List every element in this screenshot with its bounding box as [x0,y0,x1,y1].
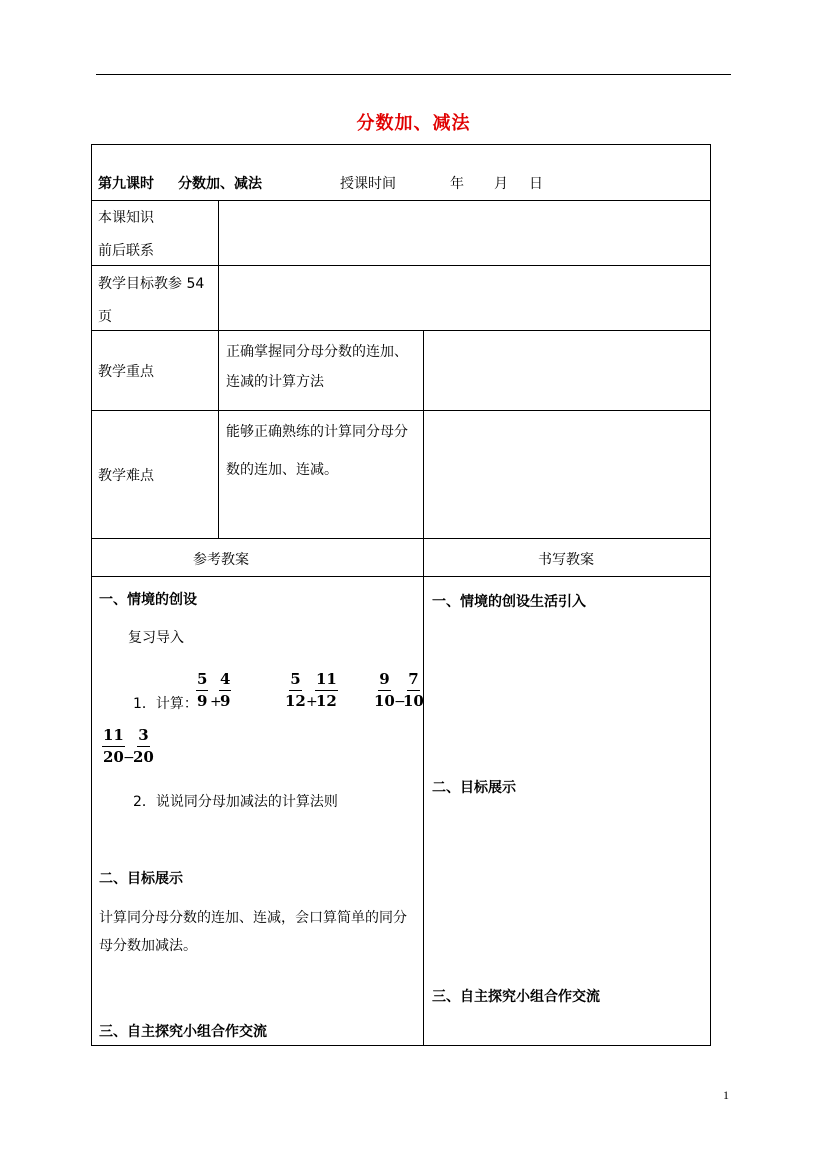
row-divider [92,330,710,331]
fraction: $\frac{11}{12}$ [316,670,337,710]
document-title: 分数加、减法 [356,113,471,134]
fraction: $\frac{9}{10}$ [374,670,395,710]
fraction: $\frac{7}{10}$ [403,670,424,710]
lesson-topic: 分数加、减法 [178,176,262,192]
focus-text: 正确掌握同分母分数的连加、 [226,344,408,360]
section-heading: 一、情境的创设生活引入 [432,594,586,610]
section-heading: 二、目标展示 [432,780,516,796]
knowledge-label-2: 前后联系 [98,243,154,259]
page-number: 1 [723,1088,729,1102]
goal-label: 教学目标教参 54 [98,276,205,292]
plus-sign: + [210,694,222,710]
goal-text-2: 母分数加减法。 [99,938,197,954]
minus-sign: − [394,694,406,710]
row-divider [92,265,710,266]
time-label: 授课时间 [340,176,396,192]
difficulty-label: 教学难点 [98,468,154,484]
section-heading: 一、情境的创设 [99,592,197,608]
goal-text: 计算同分母分数的连加、连减，会口算简单的同分 [99,910,407,926]
header-rule [96,74,731,75]
row-divider [92,576,710,577]
focus-label: 教学重点 [98,364,154,380]
day-label: 日 [529,176,543,192]
section-heading: 三、自主探究小组合作交流 [99,1024,267,1040]
column-header-writing: 书写教案 [538,552,594,568]
goal-label-2: 页 [98,309,112,325]
lesson-number: 第九课时 [98,176,154,192]
fraction: $\frac{3}{20}$ [133,726,154,766]
plus-sign: + [306,694,318,710]
year-label: 年 [450,176,464,192]
fraction: $\frac{11}{20}$ [103,726,124,766]
minus-sign: − [123,750,135,766]
month-label: 月 [494,176,508,192]
row-divider [92,200,710,201]
review-text: 复习导入 [128,630,184,646]
section-heading: 三、自主探究小组合作交流 [432,989,600,1005]
row-divider [92,410,710,411]
fraction: $\frac{5}{12}$ [285,670,306,710]
difficulty-text: 能够正确熟练的计算同分母分 [226,424,408,440]
difficulty-text-2: 数的连加、连减。 [226,462,338,478]
column-divider [218,200,219,538]
fraction: $\frac{4}{9}$ [220,670,231,710]
focus-text-2: 连减的计算方法 [226,374,324,390]
knowledge-label: 本课知识 [98,210,154,226]
section-heading: 二、目标展示 [99,871,183,887]
question-2: 2．说说同分母加减法的计算法则 [133,794,338,810]
column-header-reference: 参考教案 [193,552,249,568]
fraction: $\frac{5}{9}$ [197,670,208,710]
question-1-label: 1．计算： [133,696,198,712]
row-divider [92,538,710,539]
